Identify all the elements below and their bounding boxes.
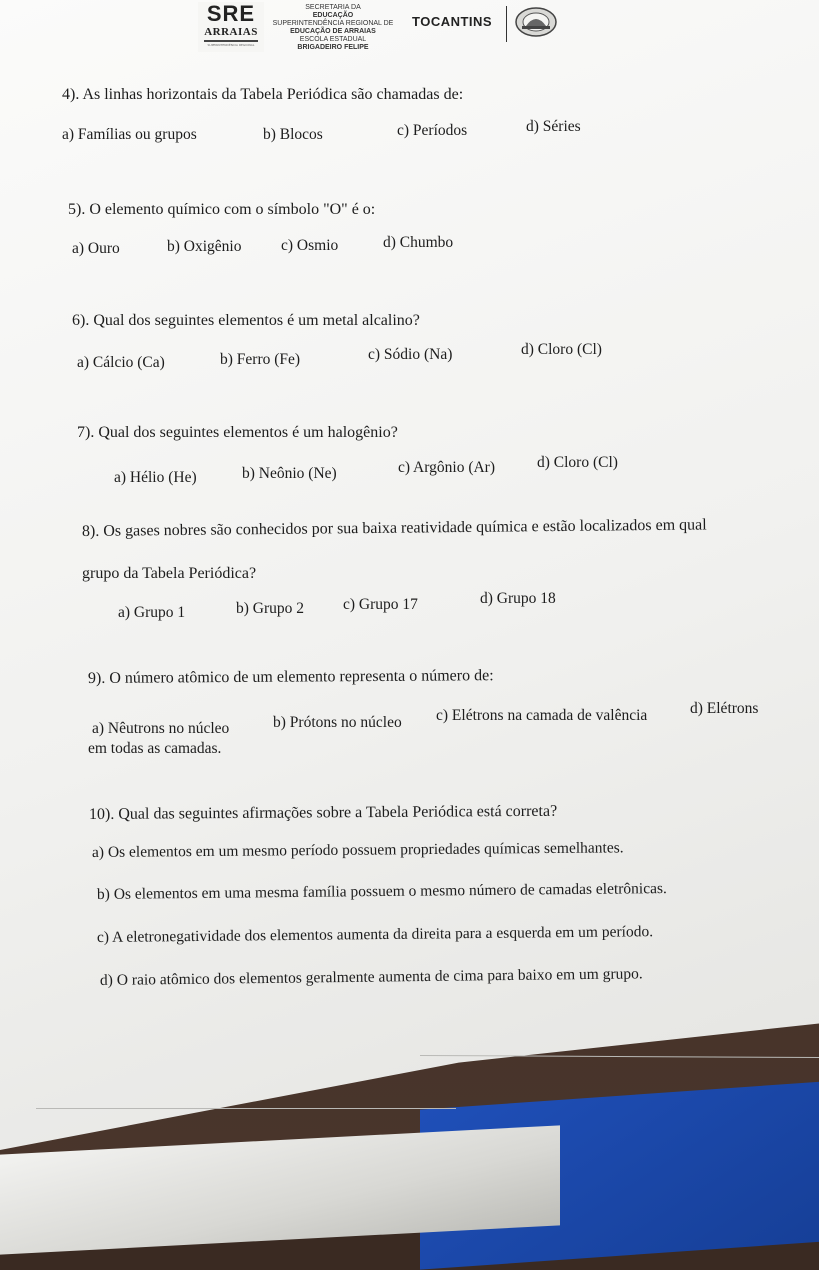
q7-option-a: a) Hélio (He) <box>114 469 197 486</box>
q9-option-b: b) Prótons no núcleo <box>273 714 402 731</box>
sre-arraias-logo <box>198 2 264 52</box>
logo-city-text: ARRAIAS <box>204 26 258 38</box>
tocantins-emblem-icon <box>514 6 558 38</box>
q4-option-d: d) Séries <box>526 118 581 135</box>
bottom-rule-line <box>36 1108 456 1109</box>
state-name: TOCANTINS <box>412 14 493 29</box>
q9-option-a: a) Nêutrons no núcleo <box>92 720 230 737</box>
question-4: 4). As linhas horizontais da Tabela Periódica são chamadas de: <box>62 86 464 103</box>
q4-option-b: b) Blocos <box>263 126 323 143</box>
dept-line-4: EDUCAÇÃO DE ARRAIAS <box>290 28 376 35</box>
question-7: 7). Qual dos seguintes elementos é um halogênio? <box>77 424 398 441</box>
q6-option-a: a) Cálcio (Ca) <box>77 354 165 371</box>
q7-option-d: d) Cloro (Cl) <box>537 454 618 471</box>
q9-option-d: d) Elétrons <box>690 700 759 717</box>
q5-option-a: a) Ouro <box>72 240 120 257</box>
q4-option-a: a) Famílias ou grupos <box>62 126 197 143</box>
document-header <box>190 0 570 56</box>
question-8-line-1: 8). Os gases nobres são conhecidos por sua baixa reatividade química e estão localizados em qual <box>81 516 707 540</box>
q8-option-d: d) Grupo 18 <box>480 590 556 607</box>
logo-tiny-text: SUPERINTENDÊNCIA REGIONAL <box>207 43 255 47</box>
q10-option-c: c) A eletronegatividade dos elementos aumenta da direita para a esquerda em um período. <box>96 923 654 946</box>
dept-line-6: BRIGADEIRO FELIPE <box>297 44 369 51</box>
q10-option-b: b) Os elementos em uma mesma família possuem o mesmo número de camadas eletrônicas. <box>96 880 667 903</box>
question-5: 5). O elemento químico com o símbolo "O" é o: <box>68 201 376 218</box>
q10-option-a: a) Os elementos em um mesmo período possuem propriedades químicas semelhantes. <box>91 839 624 861</box>
q5-option-d: d) Chumbo <box>383 234 454 251</box>
question-8-line-2: grupo da Tabela Periódica? <box>82 565 257 582</box>
q9-option-c: c) Elétrons na camada de valência <box>436 707 648 724</box>
dept-line-3: SUPERINTENDÊNCIA REGIONAL DE <box>272 20 394 27</box>
q5-option-b: b) Oxigênio <box>167 238 242 255</box>
question-6: 6). Qual dos seguintes elementos é um metal alcalino? <box>72 312 420 329</box>
dept-line-2: EDUCAÇÃO <box>312 12 354 19</box>
question-10: 10). Qual das seguintes afirmações sobre a Tabela Periódica está correta? <box>88 802 558 823</box>
logo-sre-text: SRE <box>206 1 256 26</box>
dept-line-5: ESCOLA ESTADUAL <box>299 36 367 43</box>
q4-option-c: c) Períodos <box>397 122 468 139</box>
q8-option-c: c) Grupo 17 <box>343 596 418 613</box>
department-block <box>268 4 398 52</box>
q6-option-b: b) Ferro (Fe) <box>220 351 301 368</box>
q6-option-c: c) Sódio (Na) <box>368 346 453 363</box>
q10-option-d: d) O raio atômico dos elementos geralmente aumenta de cima para baixo em um grupo. <box>99 965 643 989</box>
q6-option-d: d) Cloro (Cl) <box>521 341 602 358</box>
dept-line-1: SECRETARIA DA <box>305 4 361 11</box>
q7-option-b: b) Neônio (Ne) <box>242 465 337 482</box>
question-9: 9). O número atômico de um elemento representa o número de: <box>87 667 494 687</box>
q7-option-c: c) Argônio (Ar) <box>398 459 495 476</box>
q8-option-a: a) Grupo 1 <box>118 604 186 621</box>
header-divider <box>506 6 507 42</box>
q8-option-b: b) Grupo 2 <box>236 600 305 617</box>
q5-option-c: c) Osmio <box>281 237 339 254</box>
q9-continuation: em todas as camadas. <box>88 740 222 757</box>
